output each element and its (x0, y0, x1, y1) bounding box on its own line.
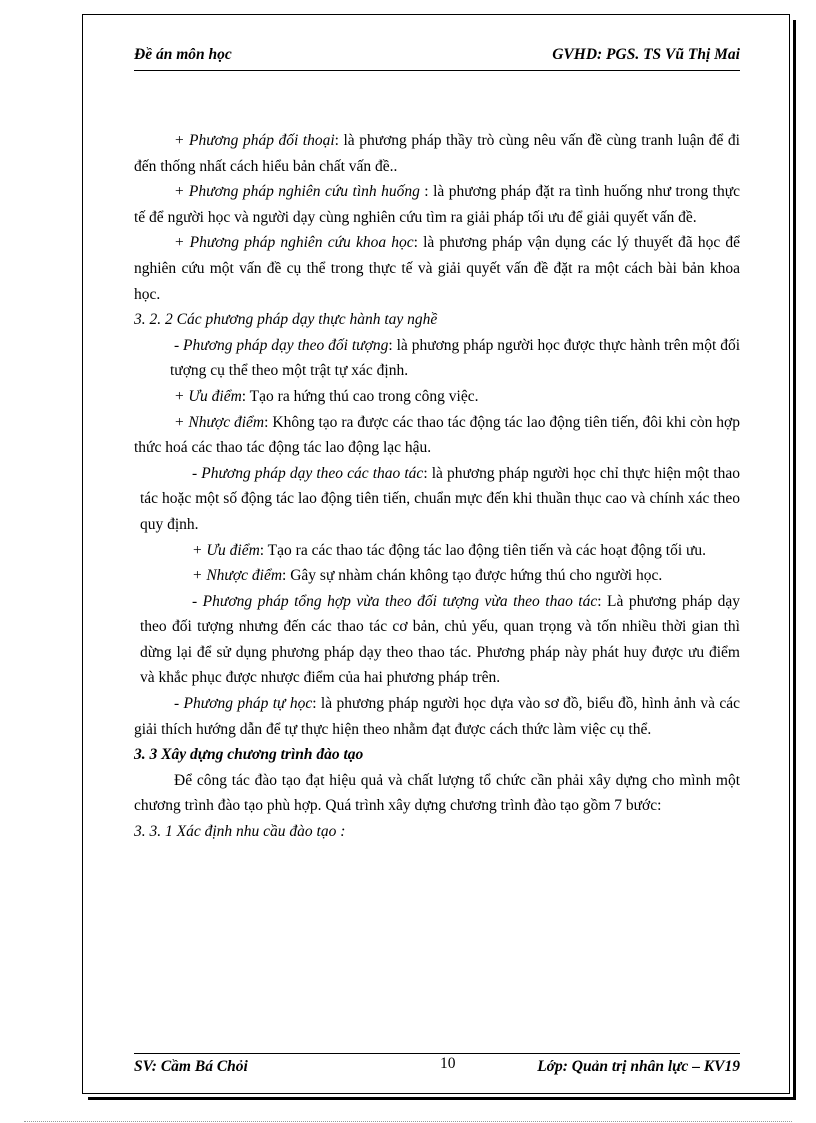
header-rule (134, 70, 740, 71)
term: + Nhược điểm (174, 413, 265, 431)
footer-student: SV: Cầm Bá Chỏi (134, 1058, 248, 1075)
paragraph: Để công tác đào tạo đạt hiệu quả và chất lượng tổ chức cần phải xây dựng cho mình một chương trình đào tạo phù hợp. Quá trình xây dựng chương trình đào tạo gồm 7 bước: (134, 771, 740, 815)
term: - Phương pháp tự học (174, 695, 313, 713)
paragraph-text: : Tạo ra hứng thú cao trong công việc. (241, 387, 479, 405)
term: + Nhược điểm (192, 567, 283, 585)
page-footer (134, 1055, 740, 1080)
header-supervisor: GVHD: PGS. TS Vũ Thị Mai (552, 46, 740, 63)
paragraph (134, 128, 740, 179)
paragraph (134, 384, 740, 410)
footer-class: Lớp: Quản trị nhân lực – KV19 (537, 1058, 740, 1075)
paragraph (134, 333, 740, 384)
section-heading-3-3-1: 3. 3. 1 Xác định nhu cầu đào tạo : (134, 823, 346, 841)
paragraph (134, 563, 740, 589)
paragraph-text: : Tạo ra các thao tác động tác lao động tiên tiến và các hoạt động tối ưu. (259, 541, 707, 559)
paragraph (134, 589, 740, 691)
footer-rule (134, 1053, 740, 1054)
paragraph-text: : Là phương pháp dạy theo đối tượng nhưng đến các thao tác cơ bản, chủ yếu, quan trọng và tốn nhiều thời gian thì dừng lại để sử dụng phương pháp dạy theo thao tác. Phương pháp này phát huy được ưu điểm và khắc phục được nhược điểm của hai phương pháp trên. (140, 592, 740, 687)
paragraph-text: : là phương pháp người học chỉ thực hiện một thao tác hoặc một số động tác lao động tiên tiến, chuẩn mực đến khi thuần thục cao và chính xác theo quy định. (140, 464, 740, 533)
section-heading-3-2-2: 3. 2. 2 Các phương pháp dạy thực hành tay nghề (134, 311, 438, 329)
paragraph-text: : là phương pháp đặt ra tình huống như trong thực tế để người học và người dạy cùng nghiên cứu tìm ra giải pháp tối ưu để giải quyết vấn đề. (134, 183, 740, 226)
term: + Phương pháp nghiên cứu tình huống (174, 183, 420, 201)
term: + Ưu điểm (174, 387, 242, 405)
paragraph (134, 410, 740, 461)
page-header (134, 46, 740, 68)
paragraph (134, 461, 740, 538)
term: - Phương pháp dạy theo đối tượng (174, 336, 389, 354)
paragraph (134, 691, 740, 742)
page-bottom-dotted-line (24, 1121, 792, 1122)
term: - Phương pháp dạy theo các thao tác (192, 464, 424, 482)
document-body (134, 128, 740, 845)
paragraph-text: : là phương pháp người học dựa vào sơ đồ, biểu đồ, hình ảnh và các giải thích hướng dẫn để tự thực hiện theo nhằm đạt được cách thức làm việc cụ thể. (134, 695, 740, 738)
paragraph-text: : là phương pháp người học được thực hành trên một đối tượng cụ thể theo một trật tự xác định. (170, 336, 740, 380)
paragraph (134, 230, 740, 307)
paragraph-text: : là phương pháp vận dụng các lý thuyết đã học để nghiên cứu một vấn đề cụ thể trong thực tế và giải quyết vấn đề đặt ra một cách bài bản khoa học. (134, 234, 740, 303)
paragraph-text: : Gây sự nhàm chán không tạo được hứng thú cho người học. (282, 567, 663, 585)
page-number: 10 (440, 1055, 456, 1072)
term: + Phương pháp đối thoại (174, 132, 335, 149)
paragraph-text: : Không tạo ra được các thao tác động tác lao động tiên tiến, đôi khi còn hợp thức hoá các thao tác động tác lao động lạc hậu. (134, 413, 740, 457)
paragraph (134, 179, 740, 230)
header-course-title: Đề án môn học (134, 46, 232, 63)
section-heading-3-3: 3. 3 Xây dựng chương trình đào tạo (134, 746, 364, 764)
paragraph (134, 538, 740, 564)
paragraph-text: : là phương pháp thầy trò cùng nêu vấn đề cùng tranh luận để đi đến thống nhất cách hiểu bản chất vấn đề.. (134, 132, 740, 175)
term: + Phương pháp nghiên cứu khoa học (174, 234, 414, 252)
term: + Ưu điểm (192, 541, 260, 559)
term: - Phương pháp tổng hợp vừa theo đối tượng vừa theo thao tác (192, 592, 598, 610)
